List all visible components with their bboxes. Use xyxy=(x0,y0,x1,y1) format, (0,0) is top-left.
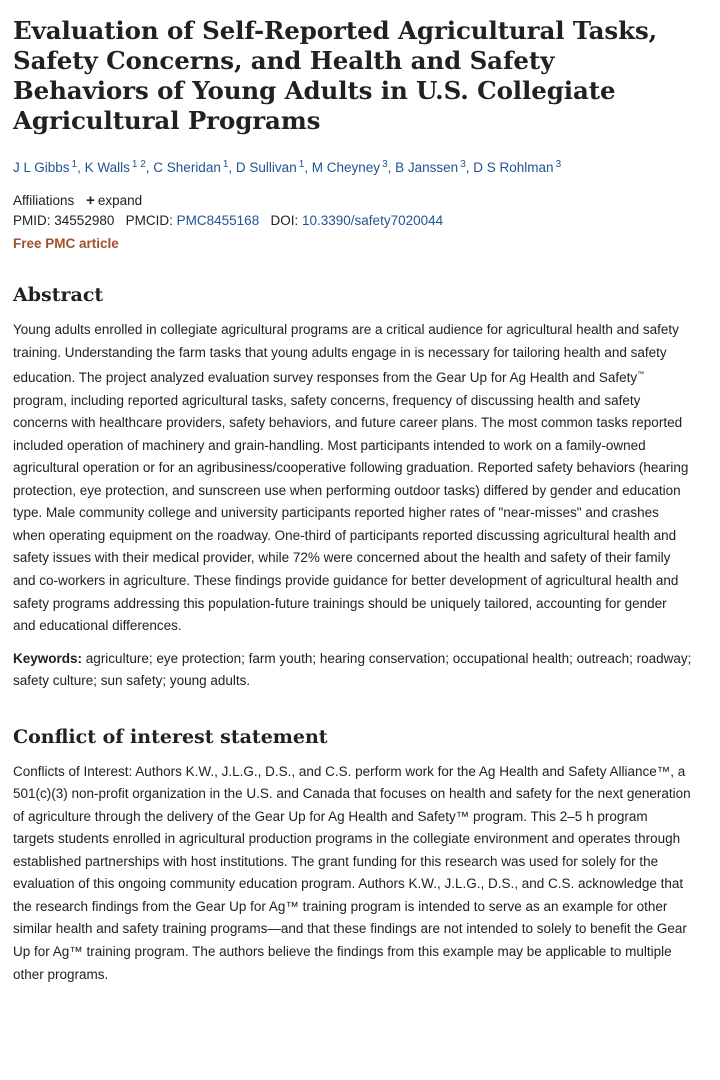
pmcid-link[interactable]: PMC8455168 xyxy=(176,213,260,228)
affiliations-row xyxy=(13,191,692,211)
author-link[interactable]: K Walls $^{1 2}$ xyxy=(84,159,146,175)
keywords-list: agriculture; eye protection; farm youth; hearing conservation; occupational health; outreach; roadway; safety culture; sun safety; young adults. xyxy=(13,650,692,689)
conflict-text: Conflicts of Interest: Authors K.W., J.L.G., D.S., and C.S. perform work for the Ag Health and Safety Alliance™, a 501(c)(3) non-profit organization in the U.S. and Canada that focuses on health and safety for the next generation of agriculture through the delivery of the Gear Up for Ag Health and Safety™ program. This 2–5 h program targets students enrolled in agricultural production programs in the collegiate environment and operates through established partnerships with host institutions. The grant funding for this research was used for solely for the evaluation of this ongoing community education program. Authors K.W., J.L.G., D.S., and C.S. acknowledge that the research findings from the Gear Up for Ag™ training program is intended to serve as an example for other similar health and safety training programs—and that these findings are not intended to solely to benefit the Gear Up for Ag™ training program. The authors believe the findings from this example may be applicable to multiple other programs. xyxy=(13,763,691,982)
conflict-heading: Conflict of interest statement xyxy=(13,725,328,748)
author-link[interactable]: M Cheyney $^3$ xyxy=(311,159,388,175)
pmcid-label: PMCID: xyxy=(125,213,173,228)
affiliations-label: Affiliations xyxy=(13,193,75,208)
author-link[interactable]: D Sullivan $^1$ xyxy=(235,159,305,175)
pmid-value: 34552980 xyxy=(54,213,115,228)
author-link[interactable]: C Sheridan $^1$ xyxy=(153,159,229,175)
keywords-label: Keywords: xyxy=(13,650,83,666)
abstract-text: Young adults enrolled in collegiate agricultural programs are a critical audience for agricultural health and safety training. Understanding the farm tasks that young adults engage in is necessary for tailoring health and safety education. The project analyzed evaluation survey responses from the Gear Up for Ag Health and Safety™ program, including reported agricultural tasks, safety concerns, frequency of discussing health and safety concerns with healthcare providers, safety behaviors, and future career plans. The most common tasks reported included operation of machinery and grain-handling. Most participants intended to work on a family-owned agricultural operation or for an agribusiness/cooperative following graduation. Reported safety behaviors (hearing protection, eye protection, and sunscreen use when performing outdoor tasks) differed by gender and education type. Male community college and university participants reported higher rates of "near-misses" and crashes when operating equipment on the roadway. One-third of participants reported discussing agricultural health and safety issues with their medical provider, while 72% were concerned about the health and safety of their family and co-workers in agriculture. These findings provide guidance for better development of agricultural health and safety programs addressing this population-future trainings should be uniquely tailored, accounting for gender and educational differences. xyxy=(13,322,689,634)
doi-link[interactable]: 10.3390/safety7020044 xyxy=(302,213,444,228)
author-list: J L Gibbs $^1$, K Walls $^{1 2}$, C Sheridan $^1$, D Sullivan $^1$, M Cheyney $^3$, B Janssen $^3$, D S Rohlman $^3$ xyxy=(13,159,562,175)
identifiers-row xyxy=(13,211,692,231)
author-link[interactable]: D S Rohlman $^3$ xyxy=(473,159,562,175)
author-link[interactable]: J L Gibbs $^1$ xyxy=(13,159,78,175)
keywords xyxy=(13,648,692,693)
article-title: Evaluation of Self-Reported Agricultural Tasks, Safety Concerns, and Health and Safety Behaviors of Young Adults in U.S. Collegiate Agricultural Programs xyxy=(13,16,658,135)
free-pmc-article-badge[interactable]: Free PMC article xyxy=(13,236,119,251)
author-link[interactable]: B Janssen $^3$ xyxy=(395,159,466,175)
plus-icon: + xyxy=(86,192,95,209)
doi-label: DOI: xyxy=(270,213,299,228)
abstract-heading: Abstract xyxy=(13,284,104,306)
pmid-label: PMID: xyxy=(13,213,51,228)
expand-affiliations-button[interactable]: + expand xyxy=(86,192,143,209)
